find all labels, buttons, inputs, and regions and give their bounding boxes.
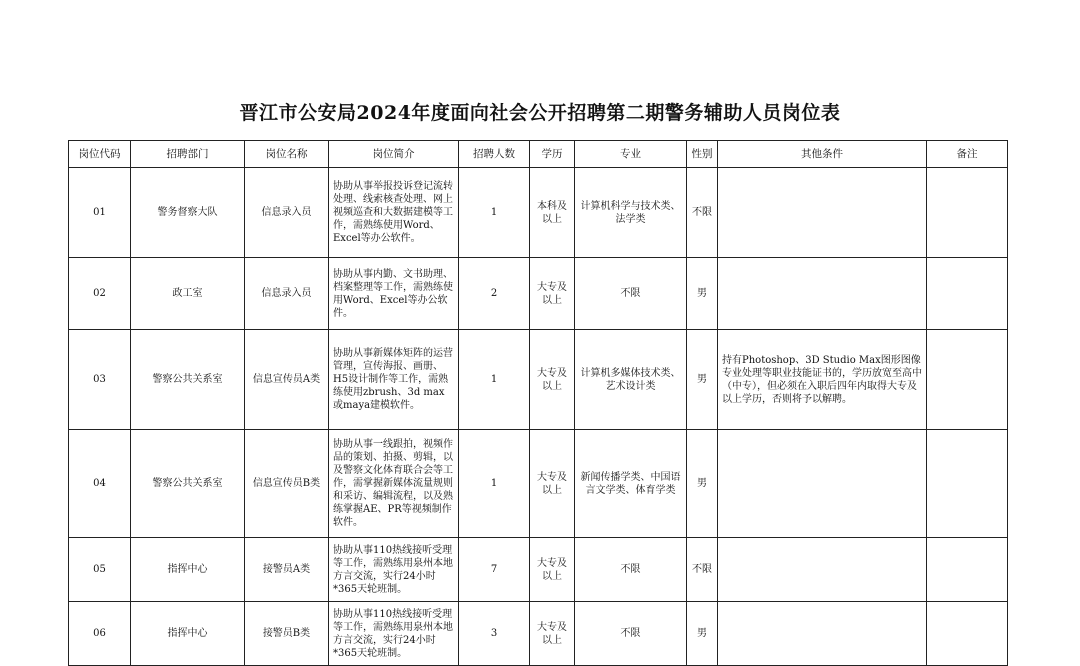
- cell-position: 信息宣传员B类: [245, 430, 329, 538]
- cell-gender: 男: [687, 430, 718, 538]
- page-title: 晋江市公安局2024年度面向社会公开招聘第二期警务辅助人员岗位表: [239, 102, 841, 124]
- cell-dept: 警务督察大队: [131, 168, 245, 258]
- cell-dept: 警察公共关系室: [131, 430, 245, 538]
- cell-other: 持有Photoshop、3D Studio Max图形图像专业处理等职业技能证书的，学历放宽至高中（中专），但必须在入职后四年内取得大专及以上学历，否则将予以解聘。: [718, 330, 927, 430]
- cell-intro: 协助从事110热线接听受理等工作，需熟练用泉州本地方言交流，实行24小时*365天轮班制。: [329, 602, 459, 666]
- cell-count: 7: [459, 538, 530, 602]
- cell-education: 大专及以上: [530, 602, 575, 666]
- cell-major: 新闻传播学类、中国语言文学类、体育学类: [575, 430, 687, 538]
- header-count: 招聘人数: [459, 141, 530, 168]
- cell-intro: 协助从事一线跟拍，视频作品的策划、拍摄、剪辑，以及警察文化体育联合会等工作，需掌握新媒体流量规则和采访、编辑流程，以及熟练掌握AE、PR等视频制作软件。: [329, 430, 459, 538]
- table-row: [69, 538, 1008, 602]
- cell-code: 05: [69, 538, 131, 602]
- cell-count: 1: [459, 430, 530, 538]
- cell-intro: 协助从事内勤、文书助理、档案整理等工作，需熟练使用Word、Excel等办公软件。: [329, 258, 459, 330]
- cell-code: 06: [69, 602, 131, 666]
- cell-dept: 警察公共关系室: [131, 330, 245, 430]
- table-row: [69, 168, 1008, 258]
- cell-remark: [927, 168, 1008, 258]
- cell-remark: [927, 538, 1008, 602]
- cell-position: 接警员A类: [245, 538, 329, 602]
- cell-education: 大专及以上: [530, 538, 575, 602]
- cell-code: 02: [69, 258, 131, 330]
- table-row: [69, 258, 1008, 330]
- cell-remark: [927, 602, 1008, 666]
- cell-count: 1: [459, 168, 530, 258]
- cell-major: 计算机多媒体技术类、艺术设计类: [575, 330, 687, 430]
- header-remark: 备注: [927, 141, 1008, 168]
- cell-gender: 男: [687, 330, 718, 430]
- cell-education: 大专及以上: [530, 258, 575, 330]
- cell-education: 本科及以上: [530, 168, 575, 258]
- cell-code: 04: [69, 430, 131, 538]
- header-education: 学历: [530, 141, 575, 168]
- header-other: 其他条件: [718, 141, 927, 168]
- cell-major: 不限: [575, 538, 687, 602]
- cell-code: 03: [69, 330, 131, 430]
- header-intro: 岗位简介: [329, 141, 459, 168]
- header-major: 专业: [575, 141, 687, 168]
- cell-position: 接警员B类: [245, 602, 329, 666]
- cell-remark: [927, 430, 1008, 538]
- cell-code: 01: [69, 168, 131, 258]
- cell-other: [718, 258, 927, 330]
- cell-intro: 协助从事110热线接听受理等工作，需熟练用泉州本地方言交流，实行24小时*365天轮班制。: [329, 538, 459, 602]
- cell-gender: 男: [687, 258, 718, 330]
- cell-intro: 协助从事新媒体矩阵的运营管理，宣传海报、画册、H5设计制作等工作，需熟练使用zbrush、3d max或maya建模软件。: [329, 330, 459, 430]
- cell-major: 计算机科学与技术类、法学类: [575, 168, 687, 258]
- job-position-table: [68, 140, 1008, 666]
- cell-major: 不限: [575, 602, 687, 666]
- cell-count: 1: [459, 330, 530, 430]
- cell-major: 不限: [575, 258, 687, 330]
- header-position: 岗位名称: [245, 141, 329, 168]
- cell-education: 大专及以上: [530, 330, 575, 430]
- cell-other: [718, 602, 927, 666]
- cell-position: 信息宣传员A类: [245, 330, 329, 430]
- cell-remark: [927, 258, 1008, 330]
- table-row: [69, 330, 1008, 430]
- header-dept: 招聘部门: [131, 141, 245, 168]
- cell-other: [718, 538, 927, 602]
- cell-gender: 不限: [687, 538, 718, 602]
- header-gender: 性别: [687, 141, 718, 168]
- cell-remark: [927, 330, 1008, 430]
- cell-count: 3: [459, 602, 530, 666]
- table-row: [69, 430, 1008, 538]
- cell-gender: 男: [687, 602, 718, 666]
- cell-position: 信息录入员: [245, 168, 329, 258]
- cell-gender: 不限: [687, 168, 718, 258]
- header-code: 岗位代码: [69, 141, 131, 168]
- table-header-row: [69, 141, 1008, 168]
- cell-dept: 指挥中心: [131, 602, 245, 666]
- cell-position: 信息录入员: [245, 258, 329, 330]
- cell-intro: 协助从事举报投诉登记流转处理、线索核查处理、网上视频巡查和大数据建模等工作，需熟练使用Word、Excel等办公软件。: [329, 168, 459, 258]
- cell-dept: 政工室: [131, 258, 245, 330]
- table-row: [69, 602, 1008, 666]
- cell-dept: 指挥中心: [131, 538, 245, 602]
- cell-other: [718, 168, 927, 258]
- cell-other: [718, 430, 927, 538]
- cell-count: 2: [459, 258, 530, 330]
- cell-education: 大专及以上: [530, 430, 575, 538]
